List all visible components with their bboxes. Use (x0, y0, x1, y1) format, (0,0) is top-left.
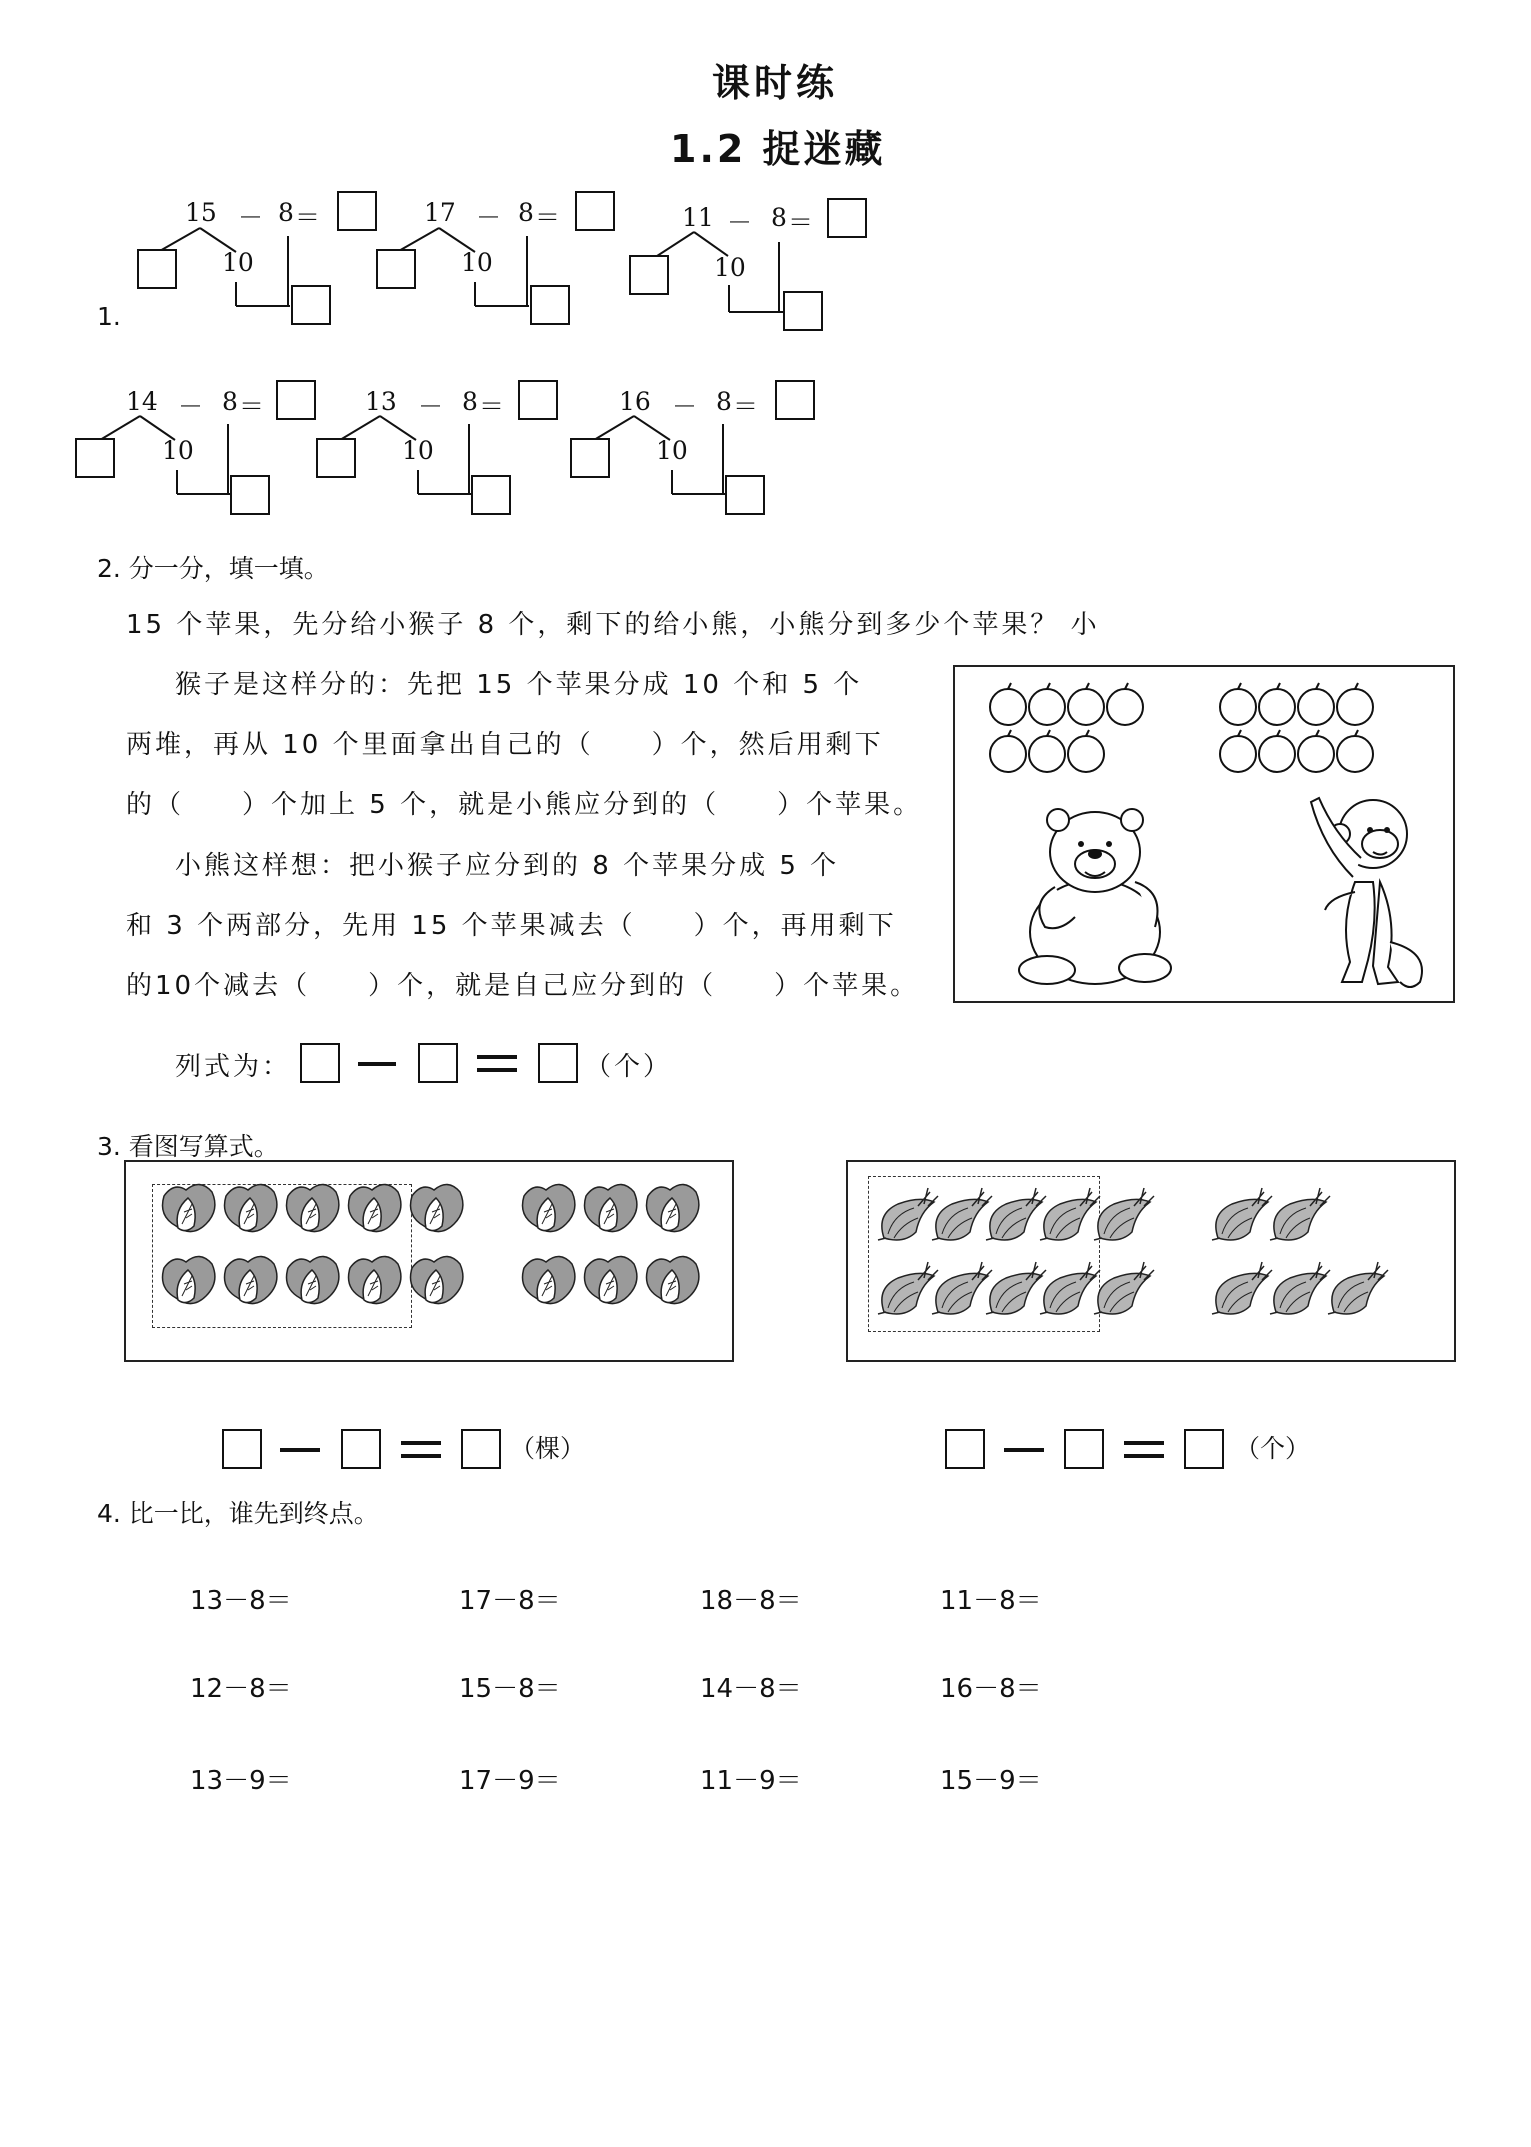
race-expression: 12－8＝ (190, 1674, 292, 1704)
ten-label: 10 (714, 253, 746, 282)
formula-label: 列式为： (175, 1052, 292, 1082)
question-1-number: 1. (97, 302, 121, 331)
subtrahend: 8 (771, 203, 787, 232)
answer-box[interactable] (575, 191, 615, 231)
answer-box[interactable] (775, 380, 815, 420)
race-expression: 11－8＝ (940, 1586, 1042, 1616)
minus-sign: － (672, 392, 698, 421)
minus-sign: － (476, 203, 502, 232)
minuend: 16 (619, 387, 651, 416)
minus-bar (1004, 1448, 1044, 1452)
subtrahend: 8 (462, 387, 478, 416)
split-box[interactable] (137, 249, 177, 289)
result-box[interactable] (291, 285, 331, 325)
split-box[interactable] (376, 249, 416, 289)
minus-sign: － (238, 203, 264, 232)
monkey-line-1: 猴子是这样分的：先把 15 个苹果分成 10 个和 5 个 (175, 670, 863, 700)
monkey-line-3: 的（ ）个加上 5 个，就是小熊应分到的（ ）个苹果。 (126, 790, 923, 820)
ten-label: 10 (461, 248, 493, 277)
split-box[interactable] (570, 438, 610, 478)
cabbage-unit: （棵） (510, 1434, 586, 1463)
minuend: 13 (365, 387, 397, 416)
race-expression: 17－9＝ (459, 1766, 561, 1796)
cabbage-box-2[interactable] (341, 1429, 381, 1469)
result-box[interactable] (471, 475, 511, 515)
cabbage-box-1[interactable] (222, 1429, 262, 1469)
ten-label: 10 (402, 436, 434, 465)
formula-box-1[interactable] (300, 1043, 340, 1083)
bear-icon (995, 792, 1195, 992)
bear-line-2: 和 3 个两部分，先用 15 个苹果减去（ ）个，再用剩下 (126, 911, 897, 941)
race-expression: 13－8＝ (190, 1586, 292, 1616)
minuend: 15 (185, 198, 217, 227)
apples-illustration (953, 665, 1455, 1003)
result-box[interactable] (783, 291, 823, 331)
formula-unit: （个） (585, 1052, 673, 1082)
answer-box[interactable] (276, 380, 316, 420)
race-expression: 15－8＝ (459, 1674, 561, 1704)
result-box[interactable] (230, 475, 270, 515)
subtrahend: 8 (716, 387, 732, 416)
corn-icons (848, 1162, 1456, 1362)
minus-sign: － (178, 392, 204, 421)
minus-bar (358, 1062, 396, 1066)
equals-sign: ＝ (733, 392, 759, 421)
question-2-heading: 2. 分一分，填一填。 (97, 554, 329, 583)
result-box[interactable] (530, 285, 570, 325)
lesson-title: 1.2 捉迷藏 (670, 127, 886, 171)
race-expression: 18－8＝ (700, 1586, 802, 1616)
split-box[interactable] (316, 438, 356, 478)
corn-picture (846, 1160, 1456, 1362)
corn-box-1[interactable] (945, 1429, 985, 1469)
minus-sign: － (727, 208, 753, 237)
answer-box[interactable] (518, 380, 558, 420)
question-4-heading: 4. 比一比，谁先到终点。 (97, 1499, 379, 1528)
minuend: 11 (682, 203, 714, 232)
ten-label: 10 (656, 436, 688, 465)
bear-line-3: 的10个减去（ ）个，就是自己应分到的（ ）个苹果。 (126, 971, 920, 1001)
formula-box-3[interactable] (538, 1043, 578, 1083)
minus-bar (280, 1448, 320, 1452)
split-lines (0, 0, 1, 1)
subtrahend: 8 (278, 198, 294, 227)
result-box[interactable] (725, 475, 765, 515)
race-expression: 13－9＝ (190, 1766, 292, 1796)
question-3-heading: 3. 看图写算式。 (97, 1132, 279, 1161)
subtrahend: 8 (222, 387, 238, 416)
problem-statement: 15 个苹果，先分给小猴子 8 个，剩下的给小熊，小熊分到多少个苹果？ 小 (126, 610, 1100, 640)
minuend: 17 (424, 198, 456, 227)
equals-sign: ＝ (239, 392, 265, 421)
equals-sign: ＝ (295, 203, 321, 232)
split-box[interactable] (629, 255, 669, 295)
cabbage-icons (126, 1162, 734, 1362)
ten-label: 10 (222, 248, 254, 277)
answer-box[interactable] (337, 191, 377, 231)
minuend: 14 (126, 387, 158, 416)
monkey-line-2: 两堆，再从 10 个里面拿出自己的（ ）个，然后用剩下 (126, 730, 884, 760)
split-box[interactable] (75, 438, 115, 478)
answer-box[interactable] (827, 198, 867, 238)
bear-line-1: 小熊这样想：把小猴子应分到的 8 个苹果分成 5 个 (175, 851, 840, 881)
formula-box-2[interactable] (418, 1043, 458, 1083)
corn-unit: （个） (1235, 1434, 1311, 1463)
minus-sign: － (418, 392, 444, 421)
race-expression: 15－9＝ (940, 1766, 1042, 1796)
corn-box-3[interactable] (1184, 1429, 1224, 1469)
race-expression: 17－8＝ (459, 1586, 561, 1616)
monkey-icon (1285, 772, 1435, 997)
equals-sign: ＝ (479, 392, 505, 421)
subtrahend: 8 (518, 198, 534, 227)
equals-sign: ＝ (788, 208, 814, 237)
race-expression: 16－8＝ (940, 1674, 1042, 1704)
corn-box-2[interactable] (1064, 1429, 1104, 1469)
cabbage-box-3[interactable] (461, 1429, 501, 1469)
cabbage-picture (124, 1160, 734, 1362)
worksheet-title: 课时练 (712, 61, 839, 105)
race-expression: 11－9＝ (700, 1766, 802, 1796)
ten-label: 10 (162, 436, 194, 465)
race-expression: 14－8＝ (700, 1674, 802, 1704)
equals-sign: ＝ (535, 203, 561, 232)
